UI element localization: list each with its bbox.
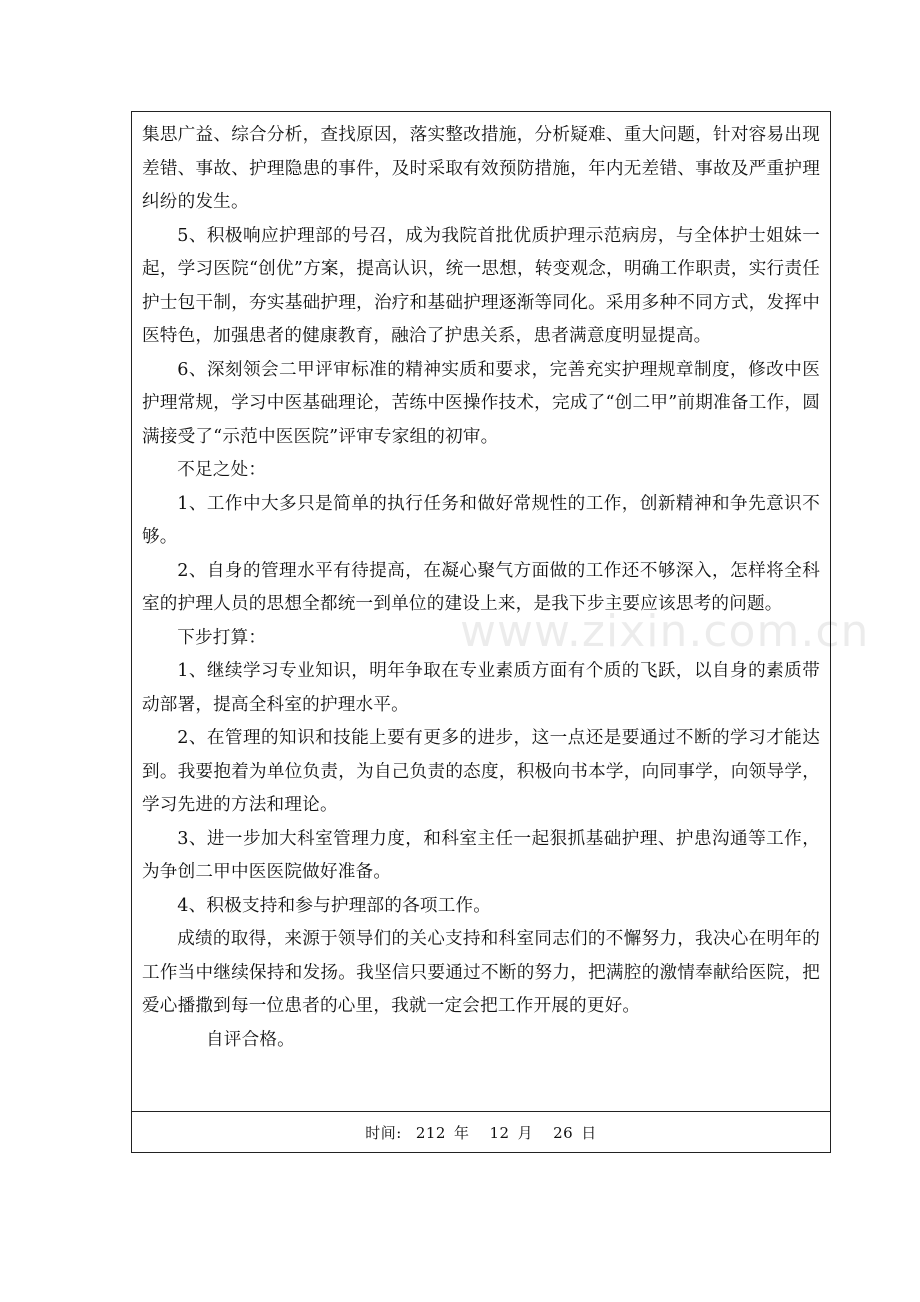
paragraph-shortcoming-1: 1、工作中大多只是简单的执行任务和做好常规性的工作，创新精神和争先意识不够。 <box>142 493 820 547</box>
form-table <box>131 111 831 1153</box>
paragraph-item-5: 5、积极响应护理部的号召，成为我院首批优质护理示范病房，与全体护士姐妹一起，学习医院“创优”方案，提高认识，统一思想，转变观念，明确工作职责，实行责任护士包干制，夯实基础护理，治疗和基础护理逐渐等同化。采用多种不同方式，发挥中医特色，加强患者的健康教育，融洽了护患关系，患者满意度明显提高。 <box>142 225 820 346</box>
date-year: 212 <box>415 1123 446 1142</box>
content-cell <box>132 112 830 1111</box>
paragraph-plan-2: 2、在管理的知识和技能上要有更多的进步，这一点还是要通过不断的学习才能达到。我要抱着为单位负责，为自己负责的态度，积极向书本学，向同事学，向领导学，学习先进的方法和理论。 <box>142 728 820 815</box>
date-day: 26 <box>553 1123 574 1142</box>
paragraph-continuation: 集思广益、综合分析，查找原因，落实整改措施，分析疑难、重大问题，针对容易出现差错、事故、护理隐患的事件，及时采取有效预防措施，年内无差错、事故及严重护理纠纷的发生。 <box>142 125 820 212</box>
paragraph-shortcoming-2: 2、自身的管理水平有待提高，在凝心聚气方面做的工作还不够深入，怎样将全科室的护理人员的思想全都统一到单位的建设上来，是我下步主要应该思考的问题。 <box>142 560 820 614</box>
date-row <box>132 1112 830 1153</box>
self-evaluation: 自评合格。 <box>206 1029 295 1050</box>
heading-next-plans: 下步打算： <box>177 627 267 648</box>
date-year-unit: 年 <box>453 1124 470 1142</box>
paragraph-item-6: 6、深刻领会二甲评审标准的精神实质和要求，完善充实护理规章制度，修改中医护理常规，学习中医基础理论，苦练中医操作技术，完成了“创二甲”前期准备工作，圆满接受了“示范中医医院”评审专家组的初审。 <box>142 359 820 447</box>
paragraph-plan-3: 3、进一步加大科室管理力度，和科室主任一起狠抓基础护理、护患沟通等工作，为争创二甲中医医院做好准备。 <box>142 828 820 882</box>
date-month-unit: 月 <box>517 1124 534 1142</box>
paragraph-plan-4: 4、积极支持和参与护理部的各项工作。 <box>177 895 492 916</box>
date-day-unit: 日 <box>581 1124 597 1142</box>
watermark: www.zixin.com.cn <box>460 606 870 657</box>
paragraph-plan-1: 1、继续学习专业知识，明年争取在专业素质方面有个质的飞跃，以自身的素质带动部署，提高全科室的护理水平。 <box>142 661 820 715</box>
paragraph-conclusion: 成绩的取得，来源于领导们的关心支持和科室同志们的不懈努力，我决心在明年的工作当中继续保持和发扬。我坚信只要通过不断的努力，把满腔的激情奉献给医院，把爱心播撒到每一位患者的心里，我就一定会把工作开展的更好。 <box>142 929 820 1016</box>
date-label: 时间: <box>365 1124 402 1142</box>
heading-shortcomings: 不足之处： <box>177 460 267 480</box>
date-month: 12 <box>489 1123 510 1142</box>
